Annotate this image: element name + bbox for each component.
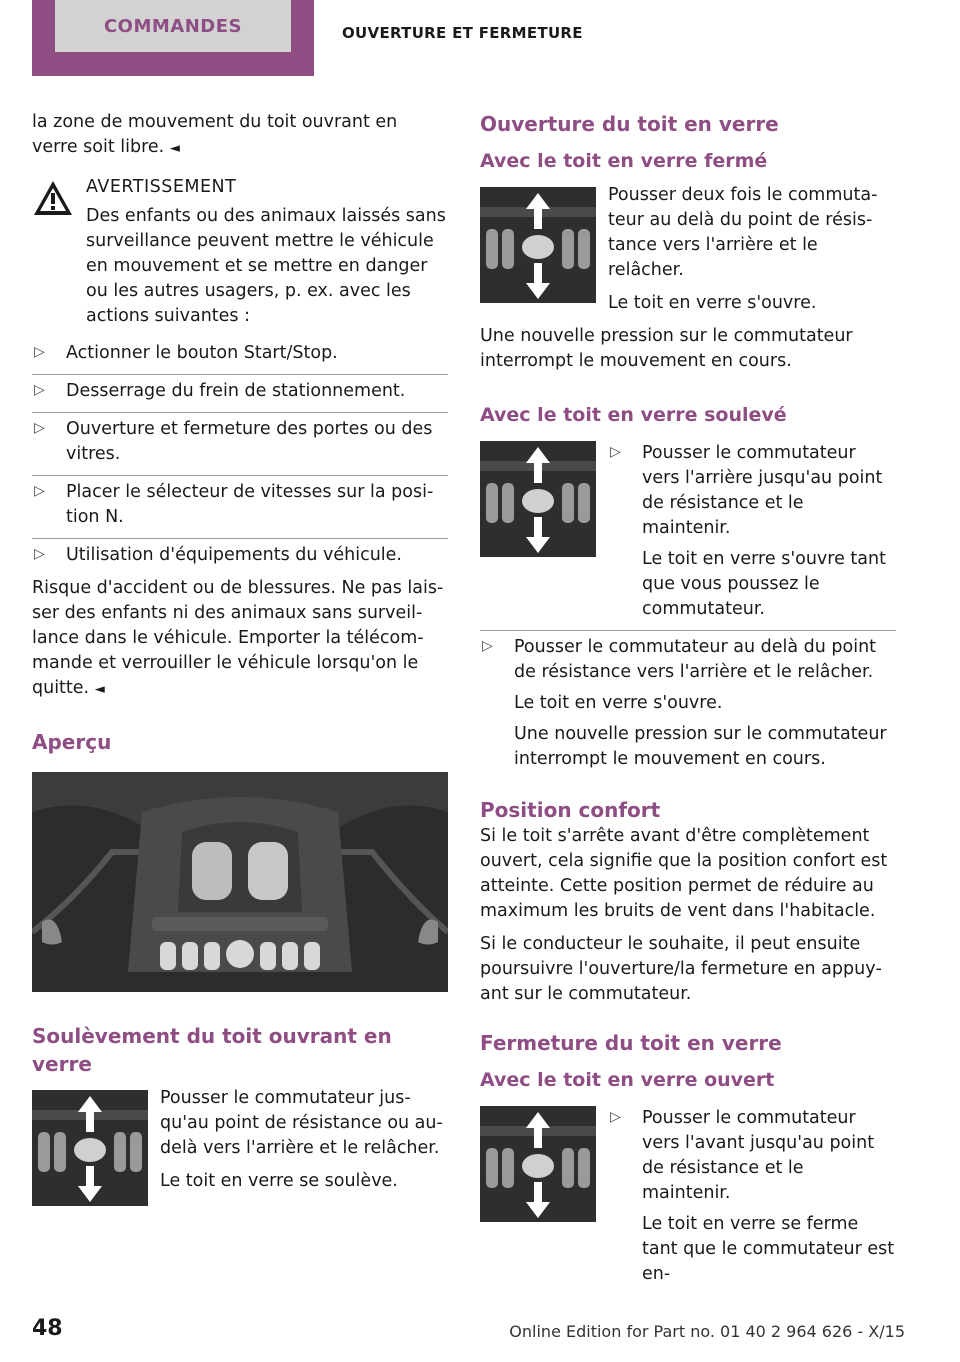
open-subheading: Avec le toit en verre ouvert: [480, 1069, 775, 1091]
list-item-text: Pousser le commutateur vers l'arrière jusqu'au point de résistance et le maintenir.: [642, 443, 883, 538]
list-item-text: Pousser le commutateur vers l'avant jusqu'au point de résistance et le maintenir.: [642, 1108, 875, 1203]
triangle-bullet-icon: ▷: [34, 344, 45, 360]
list-item-text: Le toit en verre s'ouvre.: [514, 693, 723, 713]
roof-console-photo: [32, 772, 448, 992]
lift-result: Le toit en verre se soulève.: [160, 1171, 398, 1191]
list-item: [32, 476, 448, 539]
triangle-bullet-icon: ▷: [34, 382, 45, 398]
comfort-paragraph-1: Si le toit s'arrête avant d'être complètement ouvert, cela signifie que la position confort est atteinte. Cette position permet de réduire au maximum les bruits de vent dans l'habitacle.: [480, 826, 888, 921]
overview-heading: Aperçu: [32, 730, 112, 754]
right-column: [480, 110, 896, 1295]
list-item-text: Utilisation d'équipements du véhicule.: [66, 545, 402, 565]
raised-list: [608, 437, 896, 630]
switch-arrow-illustration: [480, 441, 596, 557]
list-item-text: Une nouvelle pression sur le commutateur interrompt le mouvement en cours.: [514, 724, 887, 769]
triangle-bullet-icon: ▷: [482, 638, 493, 654]
list-item-text: Desserrage du frein de stationnement.: [66, 381, 406, 401]
warning-triangle-icon: [32, 179, 74, 217]
raised-list-2: [480, 631, 896, 780]
lift-instruction: Pousser le commutateur jusqu'au point de résistance ou audelà vers l'arrière et le relâcher.: [160, 1088, 443, 1158]
left-column: [32, 110, 448, 1212]
list-item: [32, 413, 448, 476]
consequence-text: Risque d'accident ou de blessures. Ne pas laisser des enfants ni des animaux sans surveillance dans le véhicule. Emporter la télécommande et verrouiller le véhicule lorsqu'on le quitte.: [32, 578, 444, 698]
intro-paragraph: [32, 110, 448, 161]
raised-subheading: Avec le toit en verre soulevé: [480, 404, 787, 426]
list-item: [608, 1102, 896, 1295]
switch-arrow-illustration: [480, 1106, 596, 1222]
list-item-text: Pousser le commutateur au delà du point de résistance vers l'arrière et le relâcher.: [514, 637, 877, 682]
warning-title: AVERTISSEMENT: [86, 177, 237, 197]
list-item: [32, 337, 448, 375]
triangle-bullet-icon: ▷: [610, 444, 621, 460]
warning-consequence: [32, 576, 448, 702]
switch-thumbnail: [32, 1090, 148, 1206]
end-mark: ◄: [94, 682, 105, 697]
list-item: [480, 631, 896, 780]
comfort-heading: Position confort: [480, 798, 661, 822]
switch-thumbnail: [480, 187, 596, 303]
open-heading: Ouverture du toit en verre: [480, 112, 779, 136]
intro-text: la zone de mouvement du toit ouvrant en verre soit libre.: [32, 112, 398, 157]
roof-console-illustration: [32, 772, 448, 992]
warning-block: [32, 175, 448, 329]
switch-thumbnail: [480, 441, 596, 557]
list-item-text: Actionner le bouton Start/Stop.: [66, 343, 338, 363]
close-heading: Fermeture du toit en verre: [480, 1031, 782, 1055]
section-title: OUVERTURE ET FERMETURE: [342, 24, 583, 42]
closed-result: Le toit en verre s'ouvre.: [608, 293, 817, 313]
list-item: [32, 375, 448, 413]
triangle-bullet-icon: ▷: [34, 483, 45, 499]
triangle-bullet-icon: ▷: [34, 546, 45, 562]
warning-list: [32, 337, 448, 576]
closed-subheading: Avec le toit en verre fermé: [480, 150, 768, 172]
list-item: [32, 539, 448, 576]
warning-body-text: Des enfants ou des animaux laissés sans surveillance peuvent mettre le véhicule en mouvement et se mettre en danger ou les autres usagers, p. ex. avec les actions suivantes :: [86, 206, 446, 326]
chapter-title: COMMANDES: [55, 0, 291, 52]
edition-note: Online Edition for Part no. 01 40 2 964 626 - X/15: [509, 1322, 905, 1341]
closed-note: Une nouvelle pression sur le commutateur interrompt le mouvement en cours.: [480, 326, 853, 371]
list-item-text: Ouverture et fermeture des portes ou des vitres.: [66, 419, 433, 464]
list-item-text: Placer le sélecteur de vitesses sur la position N.: [66, 482, 434, 527]
triangle-bullet-icon: ▷: [34, 420, 45, 436]
list-item: [608, 437, 896, 630]
switch-arrow-illustration: [480, 187, 596, 303]
lift-heading: Soulèvement du toit ouvrant en verre: [32, 1024, 392, 1076]
comfort-paragraph-2: Si le conducteur le souhaite, il peut ensuite poursuivre l'ouverture/la fermeture en appuyant sur le commutateur.: [480, 934, 882, 1004]
switch-arrow-illustration: [32, 1090, 148, 1206]
open-list: [608, 1102, 896, 1295]
triangle-bullet-icon: ▷: [610, 1109, 621, 1125]
switch-thumbnail: [480, 1106, 596, 1222]
end-mark: ◄: [169, 141, 180, 156]
closed-instruction: Pousser deux fois le commutateur au delà du point de résistance vers l'arrière et le relâcher.: [608, 185, 878, 280]
warning-body: [32, 204, 448, 329]
list-item-text: Le toit en verre s'ouvre tant que vous poussez le commutateur.: [642, 549, 886, 619]
list-item-text: Le toit en verre se ferme tant que le commutateur est en-: [642, 1214, 895, 1284]
chapter-tab: [32, 0, 314, 76]
page-number: 48: [32, 1316, 63, 1341]
